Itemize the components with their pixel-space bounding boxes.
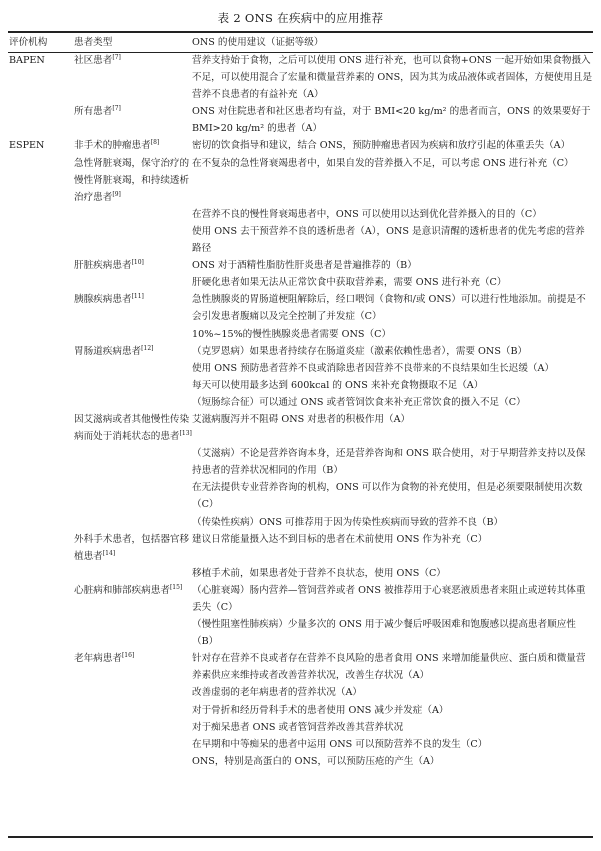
cell-org: ESPEN [9,140,45,152]
cell-advice: 肝硬化患者如果无法从正常饮食中获取营养素，需要 ONS 进行补充（C） [192,277,507,289]
citation-ref: [14] [102,549,116,557]
cell-patient-type [74,650,192,684]
cell-advice: 移植手术前，如果患者处于营养不良状态，使用 ONS（C） [192,567,446,579]
cell-advice: ONS，特别是高蛋白的 ONS，可以预防压疮的产生（A） [192,755,440,767]
citation-ref: [8] [150,139,160,147]
cell-advice: （心脏衰竭）肠内营养—管饲营养或者 ONS 被推荐用于心衰恶液质患者来阻止或逆转其体重丢失（C） [192,584,586,613]
table-row [9,394,593,411]
cell-advice: 在营养不良的慢性肾衰竭患者中，ONS 可以使用以达到优化营养摄入的目的（C） [192,208,542,220]
cell-patient-type [74,565,192,582]
cell-advice: 10%~15%的慢性胰腺炎患者需要 ONS（C） [192,328,392,340]
table-row [9,137,593,154]
cell-advice: 建议日常能量摄入达不到目标的患者在术前使用 ONS 作为补充（C） [192,533,488,545]
cell-advice: 在无法提供专业营养咨询的机构，ONS 可以作为食物的补充使用，但是必须要限制使用次数（C） [192,482,583,511]
table-row [9,445,593,479]
patient-type-label: 社区患者 [74,55,113,66]
cell-advice: （短肠综合征）可以通过 ONS 或者管饲饮食来补充正常饮食的摄入不足（C） [192,396,526,408]
table-row [9,360,593,377]
cell-patient-type [74,514,192,531]
cell-patient-type [74,206,192,223]
citation-ref: [10] [131,259,144,267]
table-row [9,565,593,582]
cell-org [9,736,74,753]
patient-type-label: 急性肾脏衰竭，保守治疗的慢性肾脏衰竭，和持续透析治疗患者 [74,157,190,203]
cell-advice: （克罗恩病）如果患者持续存在肠道炎症（激素依赖性患者），需要 ONS（B） [192,345,528,357]
cell-patient-type [74,736,192,753]
cell-org [9,343,74,360]
table-row [9,616,593,650]
cell-advice: 使用 ONS 去干预营养不良的透析患者（A），ONS 是意识清醒的透析患者的优先考虑的营养路径 [192,225,585,255]
header-advice: ONS 的使用建议（证据等级） [192,37,324,48]
cell-org [9,103,74,137]
table-header-row [9,33,593,52]
cell-advice: （传染性疾病）ONS 可推荐用于因为传染性疾病而导致的营养不良（B） [192,516,504,528]
cell-advice: 每天可以使用最多达到 600kcal 的 ONS 来补充食物摄取不足（A） [192,379,484,391]
cell-advice: 营养支持始于食物，之后可以使用 ONS 进行补充，也可以食物+ONS 一起开始如果食物摄入不足，可以使用混合了宏量和微量营养素的 ONS，因为其为成品液体或者固体，方便使用且是营养不良患者的有益补充（A） [192,55,593,101]
citation-ref: [11] [131,293,144,301]
patient-type-label: 肝脏疾病患者 [74,260,132,272]
cell-org [9,326,74,343]
cell-patient-type [74,445,192,479]
cell-patient-type [74,223,192,257]
cell-patient-type [74,479,192,513]
table-row [9,582,593,616]
cell-patient-type [74,377,192,394]
cell-org [9,257,74,274]
cell-org [9,155,74,206]
cell-advice: 艾滋病腹泻并不阻碍 ONS 对患者的积极作用（A） [192,413,411,425]
table-row [9,103,593,137]
table-body [9,52,593,770]
cell-org [9,582,74,616]
cell-patient-type [74,137,192,154]
cell-advice: 使用 ONS 预防患者营养不良或消除患者因营养不良带来的不良结果如生长迟缓（A） [192,362,555,374]
patient-type-label: 胰腺疾病患者 [74,294,132,306]
citation-ref: [7] [112,54,121,61]
cell-org [9,206,74,223]
patient-type-label: 外科手术患者，包括器官移植患者 [74,533,190,562]
table-row [9,479,593,513]
cell-patient-type [74,411,192,445]
cell-advice: （慢性阻塞性肺疾病）少量多次的 ONS 用于减少餐后呼吸困难和饱腹感以提高患者顺应性（B） [192,619,576,648]
cell-advice: 对于骨折和经历骨科手术的患者使用 ONS 减少并发症（A） [192,704,449,716]
patient-type-label: 因艾滋病或者其他慢性传染病而处于消耗状态的患者 [74,413,190,443]
cell-org [9,411,74,445]
cell-org [9,479,74,513]
cell-org [9,360,74,377]
citation-ref: [9] [112,190,121,198]
citation-ref: [7] [112,105,121,113]
table-row [9,650,593,684]
cell-org [9,445,74,479]
table-row [9,736,593,753]
table-row [9,411,593,445]
cell-org: BAPEN [9,55,45,66]
table-row [9,291,593,325]
table-row [9,514,593,531]
cell-patient-type [74,360,192,377]
header-patient-type: 患者类型 [74,37,113,48]
cell-advice: 对于痴呆患者 ONS 或者管饲营养改善其营养状况 [192,721,404,733]
cell-org [9,719,74,736]
table-row [9,206,593,223]
table-row [9,719,593,736]
cell-advice: 改善虚弱的老年病患者的营养状况（A） [192,687,363,699]
cell-patient-type [74,684,192,701]
table-row [9,531,593,565]
cell-org [9,531,74,565]
cell-patient-type [74,616,192,650]
cell-org [9,291,74,325]
cell-org [9,274,74,291]
citation-ref: [12] [141,344,154,352]
cell-org [9,702,74,719]
table-row [9,753,593,770]
table-row [9,274,593,291]
cell-org [9,514,74,531]
cell-org [9,223,74,257]
cell-patient-type [74,343,192,360]
cell-patient-type [74,291,192,325]
recommendation-table [9,33,593,770]
table-row [9,223,593,257]
cell-patient-type [74,52,192,103]
table-row [9,343,593,360]
cell-org [9,565,74,582]
cell-advice: ONS 对住院患者和社区患者均有益，对于 BMI<20 kg/m² 的患者而言，ONS 的效果要好于 BMI>20 kg/m² 的患者（A） [192,106,591,135]
table-row [9,155,593,206]
cell-patient-type [74,531,192,565]
cell-org [9,753,74,770]
cell-patient-type [74,394,192,411]
citation-ref: [13] [179,430,192,438]
cell-org [9,377,74,394]
cell-patient-type [74,702,192,719]
cell-patient-type [74,326,192,343]
header-org: 评价机构 [9,37,48,48]
cell-patient-type [74,155,192,206]
table-row [9,377,593,394]
citation-ref: [16] [121,652,135,660]
table-row [9,257,593,274]
cell-patient-type [74,103,192,137]
table-row [9,684,593,701]
cell-advice: 急性胰腺炎的胃肠道梗阻解除后，经口喂饲（食物和/或 ONS）可以进行性地添加。前提是不会引发患者腹痛以及完全控制了并发症（C） [192,294,586,323]
patient-type-label: 所有患者 [74,106,113,118]
cell-advice: 针对存在营养不良或者存在营养不良风险的患者食用 ONS 来增加能量供应、蛋白质和微量营养素供应来维持或者改善营养状况，改善生存状况（A） [192,653,586,682]
bottom-rule [8,836,593,838]
patient-type-label: 老年病患者 [74,653,122,665]
cell-patient-type [74,719,192,736]
patient-type-label: 胃肠道疾病患者 [74,345,142,357]
table-caption: 表 2 ONS 在疾病中的应用推荐 [217,11,384,25]
cell-advice: 在早期和中等痴呆的患者中运用 ONS 可以预防营养不良的发生（C） [192,738,488,750]
cell-patient-type [74,582,192,616]
cell-org [9,616,74,650]
cell-org [9,684,74,701]
cell-patient-type [74,753,192,770]
table-row [9,52,593,103]
cell-advice: 在不复杂的急性肾衰竭患者中，如果自发的营养摄入不足，可以考虑 ONS 进行补充（C） [192,157,574,169]
table-row [9,326,593,343]
cell-patient-type [74,274,192,291]
patient-type-label: 心脏病和肺部疾病患者 [74,584,170,596]
citation-ref: [15] [169,583,183,591]
cell-advice: ONS 对于酒精性脂肪性肝炎患者是普遍推荐的（B） [192,260,417,272]
cell-org [9,650,74,684]
cell-advice: 密切的饮食指导和建议，结合 ONS，预防肿瘤患者因为疾病和放疗引起的体重丢失（A） [192,140,571,152]
cell-org [9,394,74,411]
table-row [9,702,593,719]
cell-advice: （艾滋病）不论是营养咨询本身，还是营养咨询和 ONS 联合使用，对于早期营养支持以及保持患者的营养状况相同的作用（B） [192,448,586,477]
cell-patient-type [74,257,192,274]
patient-type-label: 非手术的肿瘤患者 [74,140,151,152]
